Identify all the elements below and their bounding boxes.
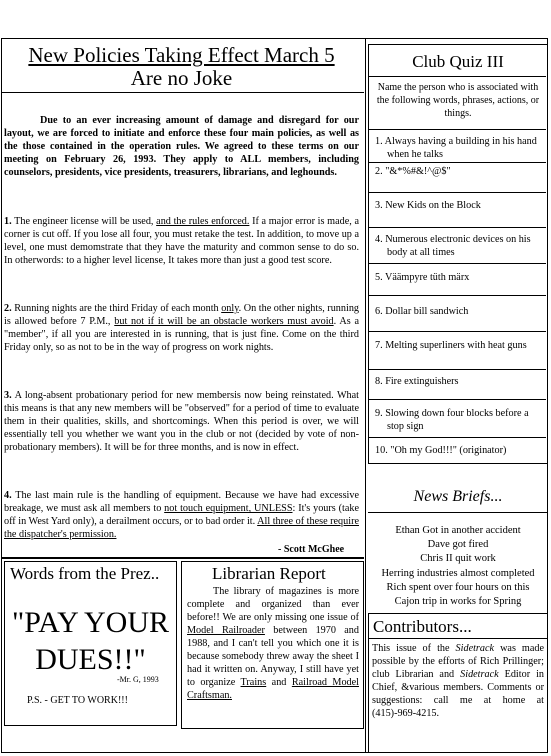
contributors-text <box>372 642 544 720</box>
quiz-rule-0 <box>369 129 546 130</box>
contributors-title: Contributors... <box>373 617 472 636</box>
policy-2 <box>4 302 359 354</box>
quiz-item-10: 10. "Oh my God!!!" (originator) <box>375 445 507 456</box>
policy-1-number: 1. <box>4 216 12 227</box>
policy-2-underline-1: only <box>221 303 239 314</box>
news-item-2: Dave got fired <box>427 539 489 550</box>
news-title: News Briefs... <box>413 488 503 505</box>
librarian-text-mid: between 1970 and 1988, and I can't tell you which one it is because somebody threw away the sheet I had it written on. Anyway, I still have yet to organize <box>187 625 359 688</box>
article-bottom-rule <box>2 557 364 559</box>
policy-3-number: 3. <box>4 390 12 401</box>
quiz-title-rule <box>369 76 546 77</box>
prez-dues-line2: DUES!!" <box>35 643 146 676</box>
librarian-text <box>187 585 359 702</box>
policy-4-text: The last main rule is the handling of equipment. Because we have had excessive breakage, we must ask all members to <box>4 490 359 515</box>
contributors-sidetrack-1: Sidetrack <box>455 643 495 654</box>
article-title-line2: Are no Joke <box>130 66 233 90</box>
quiz-rule-4 <box>369 263 546 264</box>
prez-ps: P.S. - GET TO WORK!!! <box>27 695 128 706</box>
policy-4-underline-2: All three of these require the dispatcher's permission. <box>4 516 359 541</box>
quiz-rule-8 <box>369 399 546 400</box>
prez-signature: -Mr. G, 1993 <box>117 675 159 684</box>
quiz-item-5: 5. Väämpyre tüth märx <box>375 272 470 283</box>
policy-2-text: Running nights are the third Friday of each month <box>14 303 222 314</box>
title-rule <box>2 92 364 93</box>
news-rule <box>368 512 548 513</box>
contributors-text-2: was made possible by the efforts of Rich Prillinger; club Librarian and <box>372 643 544 680</box>
policy-3-text: A long-absent probationary period for new membersis now being reinstated. What this means is that any new members will be "observed" for a period of time to evaluate them in their qualities, skills, and shortcomings. When this period is over, we will essentially tell you whether we want you in the club or not (decided by vote of non-probationary members). It will be for three months, and is now in effect. <box>4 390 359 454</box>
quiz-rule-6 <box>369 331 546 332</box>
quiz-intro: Name the person who is associated with the following words, phrases, actions, or things. <box>376 82 540 119</box>
policy-2-number: 2. <box>4 303 12 314</box>
policy-4-text-mid: : It's yours (take off in West Yard only), a derailment occurs, or to bad order it. <box>4 503 359 528</box>
news-item-3: Chris II quit work <box>420 553 496 564</box>
librarian-magazine-2: Trains <box>240 677 267 688</box>
column-divider <box>365 38 366 753</box>
prez-dues-line1: "PAY YOUR <box>11 606 170 639</box>
policy-2-text-mid: . On the other nights, running is allowed before 7 P.M., <box>4 303 360 328</box>
quiz-rule-5 <box>369 295 546 296</box>
librarian-text-and: and <box>266 677 292 688</box>
article-title-line1: New Policies Taking Effect March 5 <box>28 43 335 67</box>
policy-4 <box>4 489 359 541</box>
librarian-title: Librarian Report <box>212 564 326 583</box>
article-title <box>0 44 363 90</box>
quiz-item-2: 2. "&*%#&!^@$" <box>375 166 451 177</box>
quiz-item-1: 1. Always having a building in his hand when he talks <box>375 136 537 160</box>
news-item-6: Cajon trip in works for Spring <box>394 596 522 607</box>
quiz-rule-1 <box>369 162 546 163</box>
news-item-4: Herring industries almost completed <box>381 568 535 579</box>
article-signature: - Scott McGhee <box>278 544 345 555</box>
policy-4-number: 4. <box>4 490 12 501</box>
policy-1-text-end: If a major error is made, a corner is cut off. If you lose all four, you must retake the test. In addition, to move up a level, one must demomstrate that they have the maturity and common sense to do so. In otherwords: to a higher level license, It takes more than just a good test score. <box>4 216 359 267</box>
policy-4-underline-1: not touch equipment, UNLESS <box>164 503 293 515</box>
quiz-rule-9 <box>369 437 546 438</box>
librarian-magazine-1: Model Railroader <box>187 625 265 636</box>
contributors-text-3: Editor in Chief, &various members. Comments or suggestions: call me at home at (415)-969-4215. <box>372 669 545 719</box>
quiz-item-9: 9. Slowing down four blocks before a stop sign <box>375 408 529 432</box>
policy-2-text-end: . As a "member", if all you are interested in is running, that is just fine. Come on the third Friday only, so as not to be in the way of progress on work nights. <box>4 316 360 354</box>
quiz-item-8: 8. Fire extinguishers <box>375 376 459 387</box>
quiz-item-4: 4. Numerous electronic devices on his body at all times <box>375 234 531 258</box>
contributors-sidetrack-2: Sidetrack <box>460 669 499 680</box>
policy-1-text: The engineer license will be used, <box>14 216 157 227</box>
quiz-item-3: 3. New Kids on the Block <box>375 200 481 211</box>
news-item-5: Rich spent over four hours on this <box>386 582 530 593</box>
librarian-text-start: The library of magazines is more complete and organized than ever before!! We are only missing one issue of <box>187 586 359 623</box>
contributors-rule <box>368 638 548 639</box>
quiz-item-7: 7. Melting superliners with heat guns <box>375 340 527 351</box>
quiz-title: Club Quiz III <box>412 52 504 71</box>
article-intro: Due to an ever increasing amount of damage and disregard for our layout, we are forced to initiate and enforce these four main policies, as well as the those contained in the operation rules. We agreed to these terms on our meeting on February 26, 1993. They apply to ALL members, including counselors, presidents, vice presidents, treasurers, librarians, and leghounds. <box>4 115 359 179</box>
policy-3 <box>4 389 359 454</box>
quiz-rule-3 <box>369 227 546 228</box>
librarian-magazine-3: Railroad Model Craftsman. <box>187 677 359 701</box>
contributors-text-1: This issue of the <box>372 643 456 654</box>
prez-title: Words from the Prez.. <box>10 564 160 583</box>
policy-1-underline: and the rules enforced. <box>156 216 250 227</box>
policy-1 <box>4 215 359 267</box>
quiz-rule-2 <box>369 192 546 193</box>
quiz-rule-7 <box>369 369 546 370</box>
policy-2-underline-2: but not if it will be an obstacle workers must avoid <box>114 316 334 328</box>
quiz-item-6: 6. Dollar bill sandwich <box>375 306 469 317</box>
news-item-1: Ethan Got in another accident <box>395 525 521 536</box>
